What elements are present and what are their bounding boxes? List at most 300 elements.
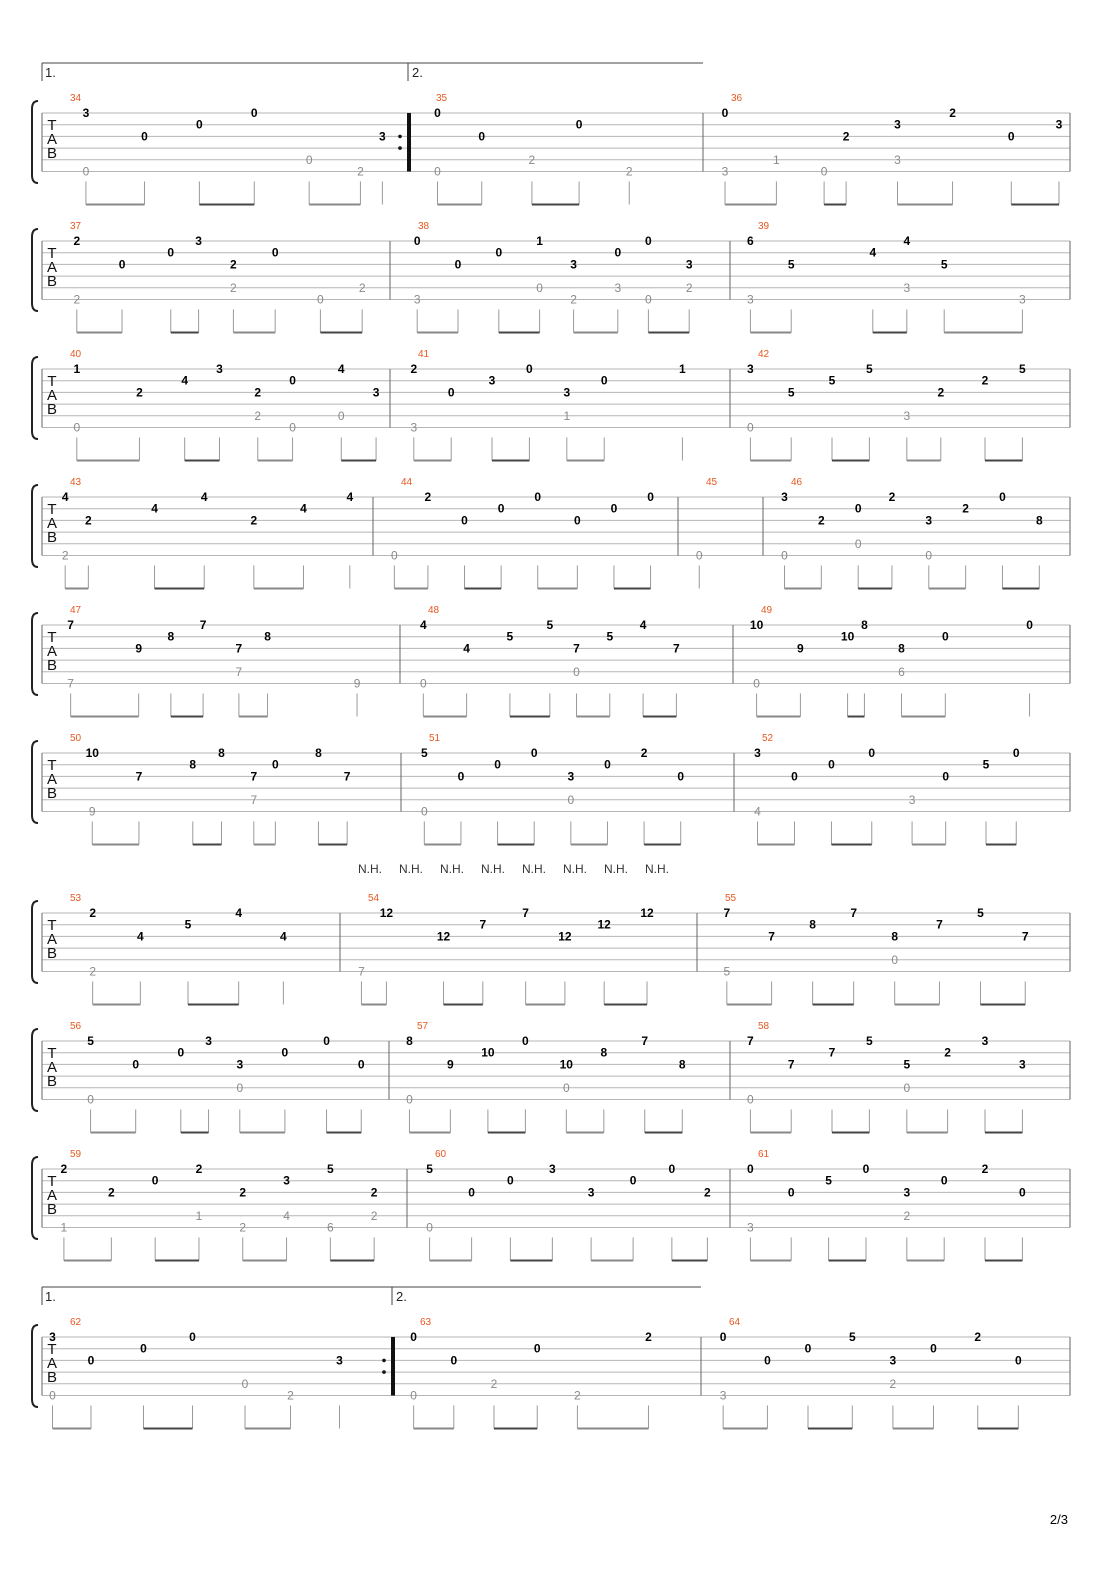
fret-number: 5	[940, 257, 948, 272]
fret-number: 0	[941, 629, 949, 644]
fret-number: 0	[533, 1341, 541, 1356]
fret-number: 7	[343, 769, 351, 784]
system-bracket	[32, 101, 38, 183]
fret-number: 2	[195, 1162, 203, 1176]
fret-number: 4	[235, 906, 243, 920]
fret-number: 4	[61, 490, 69, 504]
measure-number: 57	[417, 1021, 429, 1032]
measure-number: 64	[729, 1317, 741, 1328]
fret-number: 8	[167, 629, 175, 644]
fret-number: 7	[199, 618, 207, 632]
fret-number: 8	[406, 1034, 413, 1048]
fret-number: 0	[281, 1045, 289, 1060]
fret-number: 0	[1026, 618, 1033, 632]
fret-number: 7	[67, 676, 74, 691]
fret-number: 2	[685, 280, 693, 295]
fret-number: 7	[747, 1034, 754, 1048]
fret-number: 2	[239, 1220, 247, 1235]
fret-number: 3	[747, 362, 754, 376]
fret-number: 0	[272, 757, 279, 772]
fret-number: 2	[250, 513, 258, 528]
fret-number: 0	[753, 676, 760, 691]
fret-number: 3	[336, 1353, 343, 1368]
fret-number: 8	[600, 1045, 608, 1060]
fret-number: 2	[490, 1376, 498, 1391]
fret-number: 2	[61, 548, 69, 563]
fret-number: 3	[981, 1034, 989, 1048]
fret-number: 1	[773, 152, 780, 167]
fret-number: 0	[562, 1080, 570, 1095]
fret-number: 4	[346, 490, 354, 504]
fret-number: 2	[73, 292, 81, 307]
fret-number: 0	[942, 769, 950, 784]
fret-number: 7	[67, 618, 74, 632]
fret-number: 0	[461, 513, 468, 528]
fret-number: 8	[809, 917, 816, 932]
fret-number: 7	[235, 641, 243, 656]
fret-number: 3	[413, 292, 421, 307]
fret-number: 3	[410, 420, 418, 435]
fret-number: 0	[141, 129, 148, 144]
fret-number: 1	[536, 234, 543, 248]
fret-number: 5	[1019, 362, 1026, 376]
fret-number: 3	[549, 1162, 556, 1176]
tab-clef-letter: T	[47, 1045, 57, 1062]
tab-clef-letter: T	[47, 757, 57, 774]
fret-number: 3	[372, 385, 380, 400]
fret-number: 0	[747, 420, 754, 435]
measure-number: 37	[70, 221, 82, 232]
fret-number: 2	[625, 164, 633, 179]
fret-number: 0	[854, 501, 862, 516]
tab-system	[32, 1149, 1070, 1261]
fret-number: 5	[87, 1034, 94, 1048]
tab-clef-letter: B	[46, 273, 58, 290]
fret-number: 2	[84, 513, 92, 528]
fret-number: 3	[283, 1173, 290, 1188]
fret-number: 5	[982, 757, 990, 772]
fret-number: 6	[327, 1220, 334, 1235]
measure-number: 47	[70, 605, 82, 616]
fret-number: 3	[894, 117, 901, 132]
fret-number: 3	[903, 408, 911, 423]
fret-number: 7	[250, 769, 258, 784]
fret-number: 3	[49, 1330, 56, 1344]
tab-clef-letter: T	[47, 501, 57, 518]
fret-number: 0	[828, 757, 835, 772]
fret-number: 0	[49, 1388, 56, 1403]
fret-number: 12	[379, 906, 394, 920]
fret-number: 3	[747, 1220, 754, 1235]
fret-number: 5	[426, 1162, 433, 1176]
fret-number: 0	[236, 1080, 244, 1095]
fret-number: 9	[88, 804, 96, 819]
fret-number: 0	[614, 245, 622, 260]
fret-number: 10	[559, 1057, 573, 1072]
fret-number: 0	[791, 769, 798, 784]
fret-number: 5	[903, 1057, 911, 1072]
tab-clef-letter: T	[47, 917, 57, 934]
fret-number: 2	[574, 1388, 581, 1403]
fret-number: 2	[937, 385, 945, 400]
volta-label: 2.	[396, 1289, 407, 1304]
fret-number: 0	[526, 362, 533, 376]
tab-system	[32, 63, 1070, 205]
fret-number: 0	[457, 769, 465, 784]
fret-number: 0	[1007, 129, 1015, 144]
fret-number: 1	[679, 362, 686, 376]
fret-number: 0	[151, 1173, 159, 1188]
measure-number: 61	[758, 1149, 770, 1160]
tab-clef-letter: A	[46, 515, 58, 532]
fret-number: 2	[888, 490, 896, 504]
fret-number: 0	[647, 490, 654, 504]
fret-number: 12	[597, 917, 611, 932]
fret-number: 3	[195, 234, 202, 248]
fret-number: 7	[358, 964, 365, 979]
tab-clef-letter: B	[46, 785, 58, 802]
fret-number: 3	[236, 1057, 244, 1072]
fret-number: 5	[977, 906, 984, 920]
fret-number: 2	[962, 501, 969, 516]
fret-number: 0	[600, 373, 608, 388]
fret-number: 0	[495, 245, 503, 260]
fret-number: 3	[614, 280, 622, 295]
fret-number: 10	[840, 629, 855, 644]
fret-number: 5	[848, 1330, 856, 1344]
fret-number: 0	[891, 952, 899, 967]
fret-number: 0	[787, 1185, 795, 1200]
fret-number: 1	[195, 1208, 203, 1223]
fret-number: 4	[754, 804, 761, 819]
system-bracket	[32, 1325, 38, 1407]
fret-number: 7	[479, 917, 487, 932]
fret-number: 0	[289, 373, 296, 388]
fret-number: 0	[781, 548, 788, 563]
fret-number: 0	[289, 420, 296, 435]
fret-number: 4	[869, 245, 877, 260]
fret-number: 4	[300, 501, 307, 516]
fret-number: 3	[379, 129, 386, 144]
fret-number: 0	[317, 292, 324, 307]
fret-number: 8	[189, 757, 197, 772]
fret-number: 0	[868, 746, 876, 760]
fret-number: 0	[854, 536, 862, 551]
fret-number: 0	[1019, 1185, 1026, 1200]
fret-number: 7	[1021, 929, 1029, 944]
fret-number: 9	[353, 676, 361, 691]
fret-number: 3	[563, 385, 571, 400]
fret-number: 0	[721, 106, 729, 120]
fret-number: 0	[271, 245, 279, 260]
fret-number: 2	[528, 152, 536, 167]
tab-clef-letter: A	[46, 1355, 58, 1372]
fret-number: 2	[949, 106, 956, 120]
fret-number: 4	[419, 618, 427, 632]
measure-number: 46	[791, 477, 803, 488]
measure-number: 58	[758, 1021, 770, 1032]
volta-label: 1.	[45, 65, 56, 80]
fret-number: 0	[719, 1330, 727, 1344]
measure-number: 59	[70, 1149, 82, 1160]
fret-number: 3	[894, 152, 901, 167]
tab-clef-letter: A	[46, 1059, 58, 1076]
fret-number: 0	[610, 501, 618, 516]
fret-number: 2	[254, 408, 262, 423]
fret-number: 7	[850, 906, 858, 920]
measure-number: 43	[70, 477, 82, 488]
fret-number: 12	[558, 929, 572, 944]
fret-number: 7	[723, 906, 731, 920]
fret-number: 0	[410, 1388, 417, 1403]
measure-number: 60	[435, 1149, 447, 1160]
measure-number: 49	[761, 605, 773, 616]
fret-number: 0	[925, 548, 933, 563]
fret-number: 8	[264, 629, 271, 644]
fret-number: 4	[200, 490, 208, 504]
fret-number: 7	[768, 929, 775, 944]
fret-number: 4	[337, 362, 345, 376]
tab-clef-letter: T	[47, 629, 57, 646]
fret-number: 0	[337, 408, 345, 423]
measure-number: 42	[758, 349, 770, 360]
harmonic-label: N.H.	[481, 862, 505, 876]
fret-number: 0	[140, 1341, 147, 1356]
fret-number: 2	[239, 1185, 247, 1200]
fret-number: 2	[704, 1185, 711, 1200]
tab-clef-letter: B	[46, 1073, 58, 1090]
fret-number: 6	[898, 664, 905, 679]
measure-number: 45	[706, 477, 718, 488]
fret-number: 2	[981, 373, 989, 388]
fret-number: 0	[695, 548, 703, 563]
fret-number: 0	[497, 501, 505, 516]
fret-number: 2	[842, 129, 850, 144]
fret-number: 8	[898, 641, 905, 656]
system-bracket	[32, 357, 38, 439]
fret-number: 2	[254, 385, 262, 400]
fret-number: 0	[391, 548, 398, 563]
tab-system	[32, 477, 1070, 589]
tab-clef-letter: B	[46, 401, 58, 418]
volta-label: 2.	[412, 65, 423, 80]
measure-number: 53	[70, 893, 82, 904]
tab-clef-letter: A	[46, 259, 58, 276]
measure-number: 35	[436, 93, 448, 104]
fret-number: 0	[426, 1220, 433, 1235]
tab-clef-letter: T	[47, 117, 57, 134]
tab-clef-letter: A	[46, 1187, 58, 1204]
tab-system	[32, 1287, 1070, 1429]
fret-number: 0	[468, 1185, 475, 1200]
harmonic-label: N.H.	[604, 862, 628, 876]
fret-number: 7	[250, 792, 258, 807]
tab-clef-letter: B	[46, 1201, 58, 1218]
fret-number: 0	[1014, 1353, 1022, 1368]
measure-number: 62	[70, 1317, 82, 1328]
fret-number: 2	[944, 1045, 951, 1060]
fret-number: 0	[413, 234, 421, 248]
harmonic-label: N.H.	[522, 862, 546, 876]
fret-number: 9	[797, 641, 804, 656]
fret-number: 2	[645, 1330, 652, 1344]
fret-number: 0	[118, 257, 126, 272]
tab-clef-letter: B	[46, 145, 58, 162]
fret-number: 2	[287, 1388, 294, 1403]
harmonic-label: N.H.	[563, 862, 587, 876]
fret-number: 0	[196, 117, 203, 132]
repeat-barline	[407, 113, 411, 172]
measure-number: 63	[420, 1317, 432, 1328]
measure-number: 40	[70, 349, 82, 360]
fret-number: 7	[235, 664, 243, 679]
fret-number: 0	[999, 490, 1006, 504]
fret-number: 0	[177, 1045, 185, 1060]
tab-clef-letter: B	[46, 1369, 58, 1386]
system-bracket	[32, 901, 38, 983]
fret-number: 2	[136, 385, 143, 400]
fret-number: 5	[184, 917, 192, 932]
harmonic-label: N.H.	[399, 862, 423, 876]
fret-number: 2	[570, 292, 577, 307]
fret-number: 0	[536, 280, 543, 295]
fret-number: 2	[370, 1208, 378, 1223]
fret-number: 10	[481, 1045, 495, 1060]
fret-number: 0	[668, 1162, 676, 1176]
fret-number: 7	[641, 1034, 649, 1048]
fret-number: 9	[135, 641, 143, 656]
fret-number: 2	[889, 1376, 897, 1391]
tab-clef-letter: T	[47, 1173, 57, 1190]
fret-number: 3	[570, 257, 577, 272]
fret-number: 7	[522, 906, 529, 920]
tab-clef-letter: A	[46, 931, 58, 948]
harmonic-label: N.H.	[358, 862, 382, 876]
fret-number: 5	[327, 1162, 334, 1176]
fret-number: 2	[981, 1162, 989, 1176]
fret-number: 7	[135, 769, 143, 784]
fret-number: 3	[205, 1034, 212, 1048]
fret-number: 8	[315, 746, 322, 760]
fret-number: 2	[230, 257, 237, 272]
fret-number: 0	[434, 106, 441, 120]
fret-number: 5	[787, 257, 795, 272]
fret-number: 8	[678, 1057, 686, 1072]
fret-number: 2	[73, 234, 81, 248]
fret-number: 2	[370, 1185, 378, 1200]
fret-number: 0	[494, 757, 501, 772]
fret-number: 0	[406, 1092, 413, 1107]
fret-number: 0	[478, 129, 486, 144]
fret-number: 7	[787, 1057, 795, 1072]
fret-number: 4	[903, 234, 911, 248]
fret-number: 3	[1019, 1057, 1026, 1072]
fret-number: 4	[639, 618, 647, 632]
fret-number: 0	[530, 746, 538, 760]
measure-number: 56	[70, 1021, 82, 1032]
fret-number: 0	[434, 164, 441, 179]
system-bracket	[32, 613, 38, 695]
tab-clef-letter: T	[47, 373, 57, 390]
tab-system	[32, 733, 1070, 845]
fret-number: 0	[1012, 746, 1020, 760]
tab-system	[32, 1021, 1070, 1133]
tab-clef-letter: A	[46, 771, 58, 788]
tab-clef-letter: A	[46, 643, 58, 660]
fret-number: 0	[862, 1162, 870, 1176]
tab-system	[32, 862, 1070, 1005]
fret-number: 0	[507, 1173, 514, 1188]
tab-clef-letter: B	[46, 945, 58, 962]
system-bracket	[32, 1157, 38, 1239]
measure-number: 52	[762, 733, 774, 744]
fret-number: 0	[73, 420, 81, 435]
fret-number: 0	[604, 757, 611, 772]
fret-number: 8	[861, 618, 868, 632]
measure-number: 34	[70, 93, 82, 104]
fret-number: 5	[546, 618, 554, 632]
fret-number: 0	[573, 664, 580, 679]
fret-number: 3	[889, 1353, 897, 1368]
fret-number: 2	[357, 164, 364, 179]
fret-number: 0	[82, 164, 90, 179]
fret-number: 0	[132, 1057, 140, 1072]
system-bracket	[32, 741, 38, 823]
fret-number: 2	[903, 1208, 911, 1223]
fret-number: 0	[903, 1080, 911, 1095]
measure-number: 36	[731, 93, 743, 104]
fret-number: 0	[189, 1330, 196, 1344]
fret-number: 0	[522, 1034, 529, 1048]
measure-number: 41	[418, 349, 430, 360]
measure-number: 55	[725, 893, 737, 904]
fret-number: 3	[721, 164, 729, 179]
fret-number: 7	[673, 641, 680, 656]
fret-number: 0	[87, 1353, 95, 1368]
fret-number: 3	[567, 769, 575, 784]
fret-number: 9	[447, 1057, 454, 1072]
fret-number: 0	[323, 1034, 330, 1048]
fret-number: 1	[60, 1220, 68, 1235]
fret-number: 4	[280, 929, 287, 944]
fret-number: 0	[574, 513, 581, 528]
fret-number: 10	[749, 618, 764, 632]
fret-number: 2	[817, 513, 825, 528]
fret-number: 0	[357, 1057, 365, 1072]
repeat-dot	[398, 146, 402, 150]
tab-clef-letter: T	[47, 1341, 57, 1358]
fret-number: 2	[410, 362, 418, 376]
system-bracket	[32, 485, 38, 567]
fret-number: 5	[606, 629, 614, 644]
fret-number: 5	[723, 964, 731, 979]
fret-number: 5	[825, 1173, 832, 1188]
fret-number: 3	[754, 746, 761, 760]
fret-number: 3	[903, 280, 911, 295]
fret-number: 0	[677, 769, 685, 784]
fret-number: 2	[230, 280, 237, 295]
fret-number: 0	[804, 1341, 812, 1356]
system-bracket	[32, 229, 38, 311]
fret-number: 0	[764, 1353, 771, 1368]
tab-system	[32, 221, 1070, 333]
fret-number: 0	[241, 1376, 249, 1391]
harmonic-label: N.H.	[440, 862, 464, 876]
volta-label: 1.	[45, 1289, 56, 1304]
repeat-dot	[382, 1359, 386, 1363]
fret-number: 5	[866, 362, 873, 376]
fret-number: 0	[250, 106, 258, 120]
